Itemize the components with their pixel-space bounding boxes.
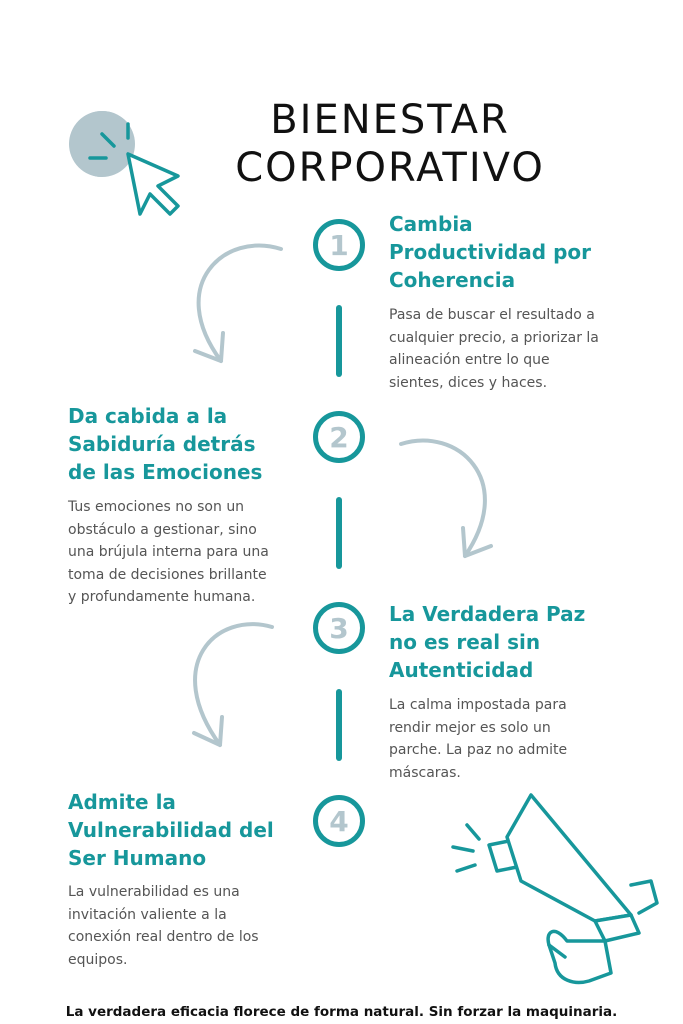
step-2-body-line: toma de decisiones brillante — [68, 566, 267, 583]
footer-tagline: La verdadera eficacia florece de forma natural. Sin forzar la maquinaria. — [65, 1004, 618, 1020]
step-1-body-line: alineación entre lo que — [389, 352, 550, 368]
step-2-body-line: Tus emociones no son un — [68, 499, 245, 515]
step-3-body — [389, 694, 629, 784]
step-3-heading — [389, 600, 649, 684]
step-4-body-line: invitación valiente a la — [68, 906, 227, 923]
step-2-body-line: obstáculo a gestionar, sino — [68, 521, 257, 538]
step-4-number: 4 — [313, 795, 365, 847]
curved-arrow-icon — [175, 235, 295, 375]
step-2-number: 2 — [313, 411, 365, 463]
step-3-body-line: La calma impostada para — [389, 697, 567, 713]
step-4-heading — [68, 788, 308, 872]
step-4-body-line: La vulnerabilidad es una — [68, 884, 240, 900]
step-2-heading — [68, 402, 308, 486]
step-1-number: 1 — [313, 219, 365, 271]
megaphone-icon — [445, 785, 665, 990]
page-title — [210, 96, 570, 192]
step-3-body-line: rendir mejor es solo un — [389, 719, 551, 736]
step-1-heading-line: Cambia — [389, 212, 473, 236]
step-4-body-line: equipos. — [68, 951, 128, 968]
step-3-heading-line: no es real sin — [389, 630, 541, 654]
step-4-body — [68, 881, 308, 971]
title-line-2: CORPORATIVO — [235, 145, 545, 191]
step-2-heading-line: Sabiduría detrás — [68, 432, 256, 456]
step-1-body — [389, 304, 659, 394]
step-4-body-line: conexión real dentro de los — [68, 929, 259, 945]
step-3-number: 3 — [313, 602, 365, 654]
step-3-heading-line: La Verdadera Paz — [389, 602, 586, 626]
curved-arrow-icon — [170, 615, 290, 755]
step-4-heading-line: Vulnerabilidad del — [68, 818, 274, 842]
title-line-1: BIENESTAR — [270, 97, 510, 143]
step-2-body-line: una brújula interna para una — [68, 544, 269, 560]
step-1-body-line: sientes, dices y haces. — [389, 374, 548, 391]
curved-arrow-icon — [395, 430, 515, 570]
step-1-heading-line: Coherencia — [389, 268, 516, 292]
step-3-body-line: parche. La paz no admite — [389, 742, 568, 758]
step-4-heading-line: Ser Humano — [68, 846, 207, 870]
step-1-heading — [389, 210, 649, 294]
step-2-body-line: y profundamente humana. — [68, 589, 256, 605]
timeline-segment — [336, 497, 342, 569]
click-cursor-icon — [62, 96, 202, 226]
step-1-body-line: cualquier precio, a priorizar la — [389, 329, 599, 346]
step-1-heading-line: Productividad por — [389, 240, 591, 264]
step-3-heading-line: Autenticidad — [389, 658, 534, 682]
step-2-heading-line: Da cabida a la — [68, 404, 228, 428]
step-2-heading-line: de las Emociones — [68, 460, 263, 484]
step-1-body-line: Pasa de buscar el resultado a — [389, 307, 595, 323]
timeline-segment — [336, 689, 342, 761]
timeline-segment — [336, 305, 342, 377]
step-2-body — [68, 496, 308, 609]
step-4-heading-line: Admite la — [68, 790, 176, 814]
step-3-body-line: máscaras. — [389, 764, 461, 781]
